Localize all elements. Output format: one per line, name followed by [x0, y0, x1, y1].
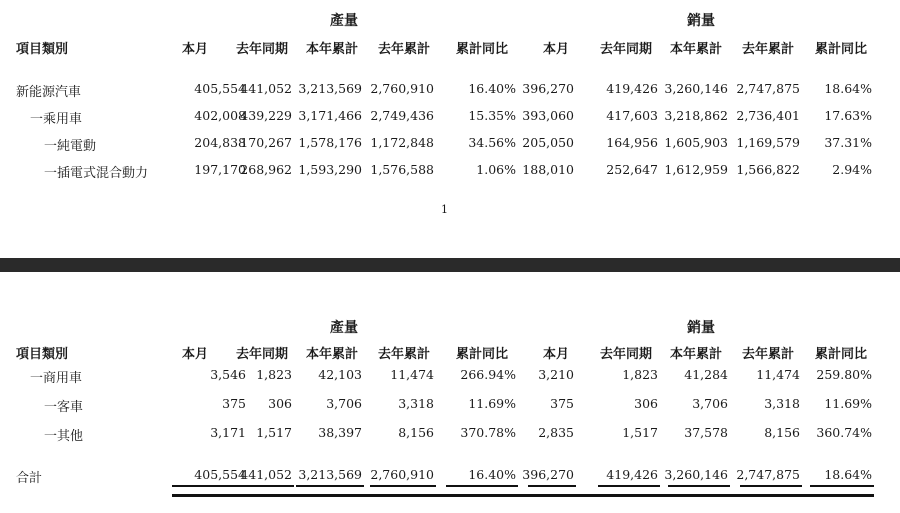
prod-month-header: 本月	[182, 42, 209, 57]
table-cell: 1,517	[622, 425, 658, 440]
table-cell: 268,962	[240, 162, 292, 177]
table-cell: 405,554	[194, 81, 246, 96]
prod-ytd-header: 本年累計	[306, 347, 359, 362]
total-cell: 18.64%	[824, 467, 872, 482]
total-cell: 396,270	[522, 467, 574, 482]
table-cell: 306	[634, 396, 658, 411]
table-cell: 164,956	[606, 135, 658, 150]
table-cell: 1.06%	[476, 162, 516, 177]
table-cell: 3,171,466	[298, 108, 362, 123]
total-cell: 419,426	[606, 467, 658, 482]
table-cell: 17.63%	[824, 108, 872, 123]
table-cell: 16.40%	[468, 81, 516, 96]
sales-yoy-header: 累計同比	[815, 42, 868, 57]
row-label: 新能源汽車	[16, 85, 82, 100]
report-page-2	[0, 272, 900, 513]
sales-ly-ytd-header: 去年累計	[742, 42, 795, 57]
table-cell: 2,747,875	[736, 81, 800, 96]
table-cell: 441,052	[240, 81, 292, 96]
production-group-header: 產量	[330, 320, 358, 336]
table-cell: 3,546	[210, 367, 246, 382]
table-cell: 1,169,579	[736, 135, 800, 150]
total-cell: 441,052	[240, 467, 292, 482]
table-cell: 2.94%	[832, 162, 872, 177]
table-cell: 396,270	[522, 81, 574, 96]
table-cell: 1,172,848	[370, 135, 434, 150]
table-cell: 170,267	[240, 135, 292, 150]
prod-ly-ytd-header: 去年累計	[378, 42, 431, 57]
table-cell: 8,156	[398, 425, 434, 440]
sales-month-header: 本月	[543, 42, 570, 57]
table-cell: 3,706	[326, 396, 362, 411]
row-label: 一插電式混合動力	[44, 166, 149, 181]
sales-ly-same-header: 去年同期	[600, 347, 653, 362]
table-cell: 11.69%	[824, 396, 872, 411]
table-cell: 1,578,176	[298, 135, 362, 150]
table-cell: 439,229	[240, 108, 292, 123]
table-cell: 360.74%	[816, 425, 872, 440]
total-cell: 405,554	[194, 467, 246, 482]
prod-ly-ytd-header: 去年累計	[378, 347, 431, 362]
table-cell: 37.31%	[824, 135, 872, 150]
sales-group-header: 銷量	[687, 320, 715, 336]
table-cell: 41,284	[684, 367, 728, 382]
table-cell: 259.80%	[816, 367, 872, 382]
table-cell: 419,426	[606, 81, 658, 96]
page-number: 1	[441, 203, 448, 216]
table-cell: 306	[268, 396, 292, 411]
table-cell: 1,823	[256, 367, 292, 382]
row-label: 一純電動	[44, 139, 97, 154]
table-cell: 1,517	[256, 425, 292, 440]
table-cell: 11,474	[390, 367, 434, 382]
sales-ly-ytd-header: 去年累計	[742, 347, 795, 362]
total-cell: 16.40%	[468, 467, 516, 482]
table-cell: 188,010	[522, 162, 574, 177]
sales-ytd-header: 本年累計	[670, 42, 723, 57]
row-label: 一乘用車	[30, 112, 83, 127]
total-cell: 3,260,146	[664, 467, 728, 482]
total-cell: 2,747,875	[736, 467, 800, 482]
table-cell: 15.35%	[468, 108, 516, 123]
table-cell: 3,210	[538, 367, 574, 382]
table-cell: 402,008	[194, 108, 246, 123]
table-cell: 42,103	[318, 367, 362, 382]
total-cell: 2,760,910	[370, 467, 434, 482]
table-cell: 11.69%	[468, 396, 516, 411]
table-cell: 2,749,436	[370, 108, 434, 123]
sales-ytd-header: 本年累計	[670, 347, 723, 362]
table-cell: 18.64%	[824, 81, 872, 96]
table-cell: 417,603	[606, 108, 658, 123]
sales-month-header: 本月	[543, 347, 570, 362]
table-cell: 393,060	[522, 108, 574, 123]
total-row-label: 合計	[16, 471, 43, 486]
table-cell: 8,156	[764, 425, 800, 440]
table-cell: 3,318	[398, 396, 434, 411]
prod-ytd-header: 本年累計	[306, 42, 359, 57]
table-cell: 1,612,959	[664, 162, 728, 177]
table-cell: 1,823	[622, 367, 658, 382]
table-cell: 375	[222, 396, 246, 411]
table-cell: 197,170	[194, 162, 246, 177]
total-cell: 3,213,569	[298, 467, 362, 482]
table-cell: 205,050	[522, 135, 574, 150]
category-column-header: 項目類別	[16, 347, 69, 362]
sales-yoy-header: 累計同比	[815, 347, 868, 362]
table-cell: 266.94%	[460, 367, 516, 382]
row-label: 一商用車	[30, 371, 83, 386]
row-label: 一客車	[44, 400, 84, 415]
table-cell: 11,474	[756, 367, 800, 382]
table-cell: 3,218,862	[664, 108, 728, 123]
row-label: 一其他	[44, 429, 84, 444]
table-cell: 252,647	[606, 162, 658, 177]
prod-yoy-header: 累計同比	[456, 42, 509, 57]
table-cell: 1,605,903	[664, 135, 728, 150]
table-cell: 1,576,588	[370, 162, 434, 177]
category-column-header: 項目類別	[16, 42, 69, 57]
prod-ly-same-header: 去年同期	[236, 42, 289, 57]
production-group-header: 產量	[330, 13, 358, 29]
table-cell: 1,566,822	[736, 162, 800, 177]
table-cell: 3,260,146	[664, 81, 728, 96]
prod-ly-same-header: 去年同期	[236, 347, 289, 362]
table-cell: 3,706	[692, 396, 728, 411]
table-cell: 2,736,401	[736, 108, 800, 123]
table-cell: 34.56%	[468, 135, 516, 150]
table-cell: 2,760,910	[370, 81, 434, 96]
table-cell: 3,213,569	[298, 81, 362, 96]
total-bottom-rule	[172, 494, 874, 497]
table-cell: 375	[550, 396, 574, 411]
sales-group-header: 銷量	[687, 13, 715, 29]
prod-month-header: 本月	[182, 347, 209, 362]
page-separator	[0, 258, 900, 272]
table-cell: 1,593,290	[298, 162, 362, 177]
table-cell: 3,318	[764, 396, 800, 411]
sales-ly-same-header: 去年同期	[600, 42, 653, 57]
table-cell: 38,397	[318, 425, 362, 440]
prod-yoy-header: 累計同比	[456, 347, 509, 362]
table-cell: 3,171	[210, 425, 246, 440]
table-cell: 2,835	[538, 425, 574, 440]
table-cell: 370.78%	[460, 425, 516, 440]
table-cell: 204,838	[194, 135, 246, 150]
table-cell: 37,578	[684, 425, 728, 440]
